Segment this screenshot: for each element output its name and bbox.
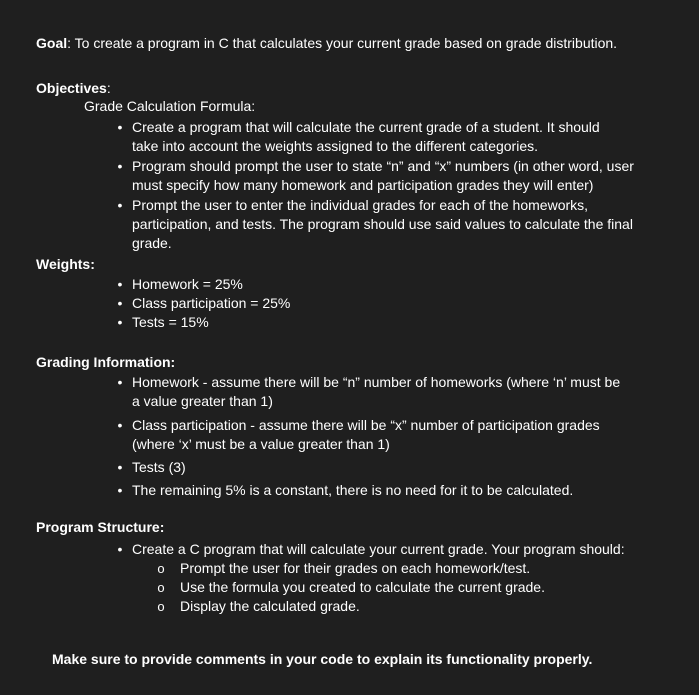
grading-item-2-line-1: Class participation - assume there will be “x” number of participation grades	[132, 417, 600, 433]
goal-text: : To create a program in C that calculates your current grade based on grade distribution.	[67, 35, 618, 51]
bullet-icon: •	[117, 119, 123, 135]
grading-item-1-line-1: Homework - assume there will be “n” number of homeworks (where ‘n’ must be	[132, 374, 621, 390]
goal-label: Goal	[36, 35, 68, 51]
structure-subitem-3: Display the calculated grade.	[180, 598, 360, 614]
grading-item-1-line-2: a value greater than 1)	[132, 393, 273, 409]
footer-note: Make sure to provide comments in your code to explain its functionality properly.	[52, 651, 593, 667]
sub-bullet-icon: o	[157, 599, 165, 614]
bullet-icon: •	[117, 374, 123, 390]
bullet-icon: •	[117, 158, 123, 174]
structure-heading: Program Structure:	[36, 519, 165, 535]
grading-item-3: Tests (3)	[132, 459, 186, 475]
structure-subitem-2: Use the formula you created to calculate the current grade.	[180, 579, 545, 595]
objective-item-2-line-1: Program should prompt the user to state “n” and “x” numbers (in other word, user	[132, 158, 634, 174]
bullet-icon: •	[117, 197, 123, 213]
bullet-icon: •	[117, 482, 123, 498]
weights-heading: Weights:	[36, 256, 95, 272]
grading-heading: Grading Information:	[36, 354, 176, 370]
structure-item: Create a C program that will calculate your current grade. Your program should:	[132, 541, 625, 557]
objectives-heading-line	[36, 79, 111, 98]
structure-subitem-1: Prompt the user for their grades on each homework/test.	[180, 560, 531, 576]
bullet-icon: •	[117, 541, 123, 557]
weight-participation: Class participation = 25%	[132, 295, 291, 311]
bullet-icon: •	[117, 276, 123, 292]
weight-tests: Tests = 15%	[132, 314, 209, 330]
bullet-icon: •	[117, 314, 123, 330]
objective-item-3-line-3: grade.	[132, 235, 172, 251]
grading-item-2-line-2: (where ‘x’ must be a value greater than 1)	[132, 436, 390, 452]
objective-item-1-line-1: Create a program that will calculate the current grade of a student. It should	[132, 119, 600, 135]
objective-item-1-line-2: take into account the weights assigned to the different categories.	[132, 138, 538, 154]
bullet-icon: •	[117, 459, 123, 475]
bullet-icon: •	[117, 295, 123, 311]
weight-homework: Homework = 25%	[132, 276, 243, 292]
objectives-heading: Objectives	[36, 80, 107, 96]
bullet-icon: •	[117, 417, 123, 433]
sub-bullet-icon: o	[157, 561, 165, 576]
objective-item-3-line-1: Prompt the user to enter the individual grades for each of the homeworks,	[132, 197, 589, 213]
objectives-subheading: Grade Calculation Formula:	[84, 98, 256, 114]
sub-bullet-icon: o	[157, 580, 165, 595]
objectives-colon: :	[106, 80, 111, 96]
objective-item-2-line-2: must specify how many homework and participation grades they will enter)	[132, 177, 594, 193]
goal-line	[36, 34, 617, 53]
objective-item-3-line-2: participation, and tests. The program should use said values to calculate the final	[132, 216, 633, 232]
grading-item-4: The remaining 5% is a constant, there is no need for it to be calculated.	[132, 482, 574, 498]
